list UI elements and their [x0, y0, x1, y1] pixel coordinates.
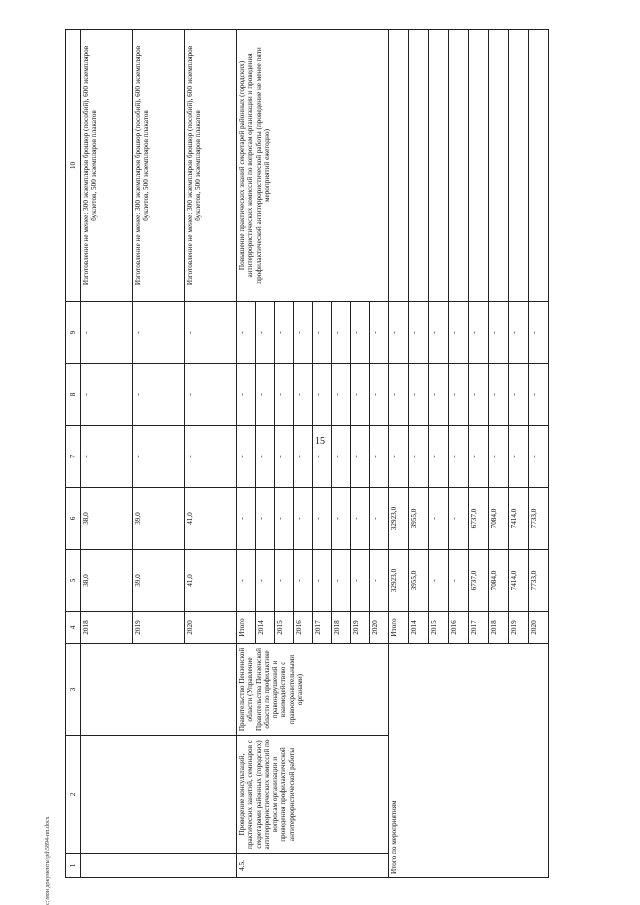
- column-number: 1: [66, 854, 81, 878]
- value-cell: -: [409, 364, 429, 426]
- table-row: [237, 30, 256, 878]
- result-cell: Изготовление не менее: 300 экземпляров брошюр (пособий), 600 экземпляров буклетов, 500 экземпляров плакатов: [133, 30, 185, 302]
- value-cell: -: [351, 426, 370, 488]
- value-cell: -: [256, 426, 275, 488]
- value-cell: -: [429, 364, 449, 426]
- value-cell: -: [237, 302, 256, 364]
- value-cell: -: [489, 364, 509, 426]
- value-cell: -: [133, 426, 185, 488]
- footer-file-path: c:\мои документы\pd\5894-пп.docx: [45, 816, 51, 905]
- value-cell: 3955,0: [409, 550, 429, 612]
- value-cell: 32923,0: [389, 550, 409, 612]
- value-cell: -: [294, 302, 313, 364]
- column-number: 8: [66, 364, 81, 426]
- value-cell: -: [389, 426, 409, 488]
- program-activities-table: [65, 29, 549, 878]
- year-cell: 2020: [185, 612, 237, 644]
- value-cell: -: [332, 426, 351, 488]
- value-cell: -: [81, 364, 133, 426]
- item-number-cell: [81, 854, 237, 878]
- value-cell: -: [294, 364, 313, 426]
- year-cell: 2016: [294, 612, 313, 644]
- value-cell: -: [332, 302, 351, 364]
- value-cell: -: [275, 488, 294, 550]
- year-cell: 2019: [509, 612, 529, 644]
- result-cell: Изготовление не менее: 300 экземпляров брошюр (пособий), 600 экземпляров буклетов, 500 экземпляров плакатов: [185, 30, 237, 302]
- value-cell: 39,0: [133, 550, 185, 612]
- value-cell: 41,0: [185, 488, 237, 550]
- value-cell: 3955,0: [409, 488, 429, 550]
- year-cell: 2014: [409, 612, 429, 644]
- value-cell: -: [370, 550, 389, 612]
- table-row: [81, 30, 133, 878]
- value-cell: -: [469, 364, 489, 426]
- value-cell: 7733,0: [529, 488, 549, 550]
- value-cell: -: [133, 302, 185, 364]
- year-cell: 2015: [275, 612, 294, 644]
- value-cell: -: [133, 364, 185, 426]
- value-cell: -: [489, 426, 509, 488]
- value-cell: -: [237, 364, 256, 426]
- year-cell: 2017: [469, 612, 489, 644]
- year-cell: 2020: [529, 612, 549, 644]
- value-cell: -: [256, 550, 275, 612]
- result-cell: [449, 30, 469, 302]
- value-cell: -: [351, 488, 370, 550]
- value-cell: -: [332, 488, 351, 550]
- item-number-cell: 4.5.: [237, 854, 389, 878]
- value-cell: -: [429, 550, 449, 612]
- year-cell: 2015: [429, 612, 449, 644]
- value-cell: -: [370, 364, 389, 426]
- column-number: 3: [66, 644, 81, 736]
- value-cell: -: [389, 364, 409, 426]
- value-cell: -: [294, 550, 313, 612]
- result-cell: [429, 30, 449, 302]
- value-cell: -: [275, 364, 294, 426]
- value-cell: -: [509, 426, 529, 488]
- value-cell: 41,0: [185, 550, 237, 612]
- value-cell: -: [351, 364, 370, 426]
- value-cell: 7733,0: [529, 550, 549, 612]
- item-title-cell: Проведение консультаций, практических занятий, семинаров с секретарями районных (городских) антитеррористических комиссий по вопросам организации и проведения профилактической антитеррористической работы: [237, 736, 389, 854]
- value-cell: -: [449, 550, 469, 612]
- year-cell: 2019: [351, 612, 370, 644]
- value-cell: 7084,0: [489, 488, 509, 550]
- executor-cell: [81, 644, 237, 736]
- value-cell: 6737,0: [469, 550, 489, 612]
- value-cell: -: [370, 426, 389, 488]
- value-cell: -: [313, 302, 332, 364]
- value-cell: -: [294, 488, 313, 550]
- result-cell: Повышение практических знаний секретарей районных (городских) антитеррористических комиссий по вопросам организации и проведения профилактической антитеррористической работы (проведение не менее пяти мероприятий ежегодно): [237, 30, 389, 302]
- year-cell: 2016: [449, 612, 469, 644]
- result-cell: [489, 30, 509, 302]
- totals-label-cell: Итого по мероприятиям: [389, 644, 549, 878]
- value-cell: -: [185, 302, 237, 364]
- value-cell: 38,0: [81, 488, 133, 550]
- year-cell: 2017: [313, 612, 332, 644]
- value-cell: 38,0: [81, 550, 133, 612]
- value-cell: -: [529, 426, 549, 488]
- column-number: 7: [66, 426, 81, 488]
- result-cell: [389, 30, 409, 302]
- page-number: 15: [315, 436, 325, 447]
- value-cell: 39,0: [133, 488, 185, 550]
- value-cell: -: [332, 364, 351, 426]
- value-cell: 7414,0: [509, 488, 529, 550]
- result-cell: [529, 30, 549, 302]
- year-cell: 2018: [489, 612, 509, 644]
- value-cell: -: [489, 302, 509, 364]
- value-cell: -: [449, 426, 469, 488]
- year-cell: Итого: [237, 612, 256, 644]
- column-number: 6: [66, 488, 81, 550]
- value-cell: -: [429, 426, 449, 488]
- column-number: 10: [66, 30, 81, 302]
- value-cell: -: [409, 302, 429, 364]
- value-cell: -: [449, 302, 469, 364]
- year-cell: 2019: [133, 612, 185, 644]
- value-cell: -: [351, 302, 370, 364]
- result-cell: [509, 30, 529, 302]
- year-cell: 2018: [332, 612, 351, 644]
- column-number-row: [66, 30, 81, 878]
- value-cell: -: [370, 302, 389, 364]
- year-cell: 2018: [81, 612, 133, 644]
- value-cell: -: [237, 426, 256, 488]
- value-cell: -: [313, 550, 332, 612]
- value-cell: -: [275, 302, 294, 364]
- result-cell: [409, 30, 429, 302]
- value-cell: -: [275, 426, 294, 488]
- column-number: 9: [66, 302, 81, 364]
- value-cell: -: [81, 426, 133, 488]
- program-table-page: [65, 30, 580, 878]
- value-cell: -: [237, 488, 256, 550]
- column-number: 5: [66, 550, 81, 612]
- totals-row: [389, 30, 409, 878]
- value-cell: -: [81, 302, 133, 364]
- value-cell: -: [237, 550, 256, 612]
- value-cell: -: [256, 302, 275, 364]
- value-cell: -: [185, 426, 237, 488]
- value-cell: -: [256, 364, 275, 426]
- executor-cell: Правительство Пензенской области (Управление Правительства Пензенской области по профилактике правонарушений и взаимодействию с правоохранительными органами): [237, 644, 389, 736]
- value-cell: -: [256, 488, 275, 550]
- value-cell: -: [313, 364, 332, 426]
- value-cell: -: [409, 426, 429, 488]
- value-cell: -: [449, 488, 469, 550]
- value-cell: 7414,0: [509, 550, 529, 612]
- result-cell: Изготовление не менее: 300 экземпляров брошюр (пособий), 600 экземпляров буклетов, 500 экземпляров плакатов: [81, 30, 133, 302]
- value-cell: 32923,0: [389, 488, 409, 550]
- value-cell: -: [529, 302, 549, 364]
- year-cell: 2014: [256, 612, 275, 644]
- value-cell: -: [275, 550, 294, 612]
- value-cell: -: [389, 302, 409, 364]
- value-cell: -: [351, 550, 370, 612]
- value-cell: -: [332, 550, 351, 612]
- value-cell: -: [313, 426, 332, 488]
- value-cell: -: [185, 364, 237, 426]
- value-cell: -: [313, 488, 332, 550]
- result-cell: [469, 30, 489, 302]
- value-cell: -: [529, 364, 549, 426]
- value-cell: 6737,0: [469, 488, 489, 550]
- value-cell: -: [294, 426, 313, 488]
- item-title-cell: [81, 736, 237, 854]
- column-number: 4: [66, 612, 81, 644]
- value-cell: -: [469, 302, 489, 364]
- value-cell: -: [509, 302, 529, 364]
- value-cell: -: [509, 364, 529, 426]
- column-number: 2: [66, 736, 81, 854]
- value-cell: -: [429, 488, 449, 550]
- value-cell: -: [429, 302, 449, 364]
- value-cell: -: [449, 364, 469, 426]
- year-cell: Итого: [389, 612, 409, 644]
- value-cell: 7084,0: [489, 550, 509, 612]
- year-cell: 2020: [370, 612, 389, 644]
- value-cell: -: [469, 426, 489, 488]
- value-cell: -: [370, 488, 389, 550]
